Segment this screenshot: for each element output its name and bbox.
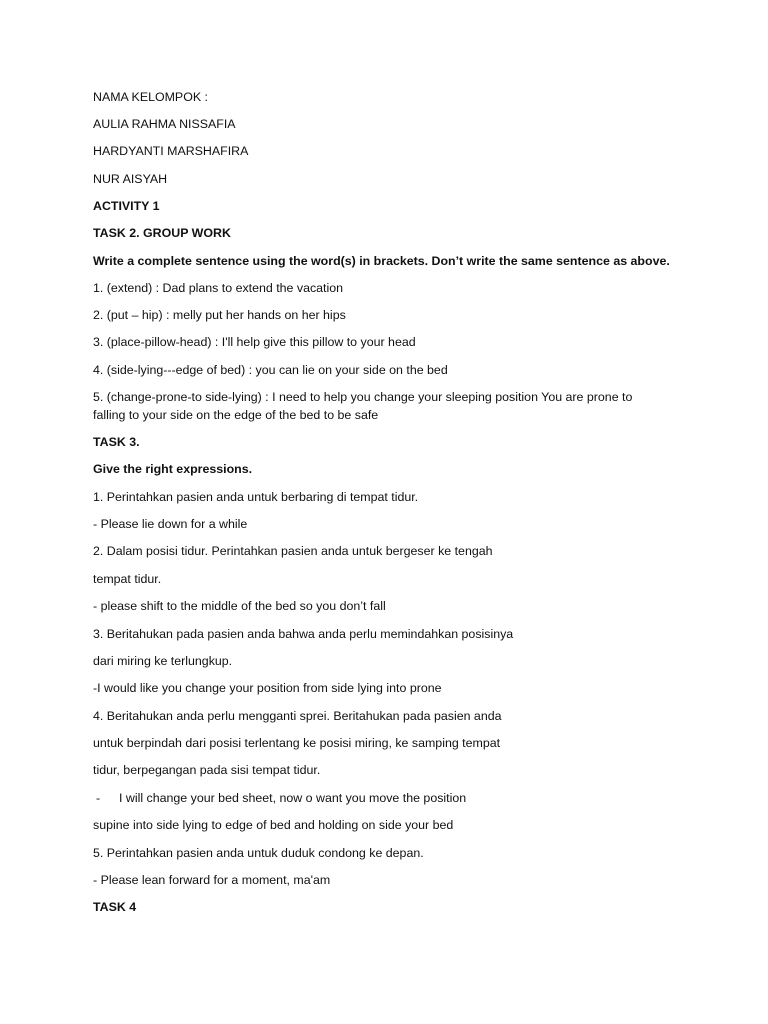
task3-answer-4-continued: supine into side lying to edge of bed and holding on side your bed bbox=[93, 818, 454, 832]
task4-title: TASK 4 bbox=[93, 900, 137, 914]
task2-item-1: 1. (extend) : Dad plans to extend the vacation bbox=[93, 281, 344, 295]
task3-instruction: Give the right expressions. bbox=[93, 462, 253, 476]
task3-answer-4-dash: - bbox=[96, 791, 101, 805]
task2-item-4: 4. (side-lying---edge of bed) : you can lie on your side on the bed bbox=[93, 363, 448, 377]
task3-question-4-end: tidur, berpegangan pada sisi tempat tidur. bbox=[93, 763, 321, 777]
task3-question-5: 5. Perintahkan pasien anda untuk duduk condong ke depan. bbox=[93, 846, 424, 860]
task3-question-4-continued: untuk berpindah dari posisi terlentang ke posisi miring, ke samping tempat bbox=[93, 736, 501, 750]
activity-title: ACTIVITY 1 bbox=[93, 199, 160, 213]
task3-answer-4: I will change your bed sheet, now o want you move the position bbox=[119, 791, 467, 805]
task2-item-5-continued: falling to your side on the edge of the bed to be safe bbox=[93, 408, 379, 422]
task3-answer-1: - Please lie down for a while bbox=[93, 517, 248, 531]
task2-item-5: 5. (change-prone-to side-lying) : I need to help you change your sleeping position You are prone to bbox=[93, 390, 633, 404]
task3-question-1: 1. Perintahkan pasien anda untuk berbaring di tempat tidur. bbox=[93, 490, 419, 504]
task3-title: TASK 3. bbox=[93, 435, 140, 449]
member-2: HARDYANTI MARSHAFIRA bbox=[93, 144, 249, 158]
task2-instruction: Write a complete sentence using the word(s) in brackets. Don’t write the same sentence as above. bbox=[93, 254, 670, 268]
task3-question-4: 4. Beritahukan anda perlu mengganti sprei. Beritahukan pada pasien anda bbox=[93, 709, 502, 723]
task2-title: TASK 2. GROUP WORK bbox=[93, 226, 231, 240]
task3-answer-2: - please shift to the middle of the bed so you don’t fall bbox=[93, 599, 386, 613]
task3-question-2: 2. Dalam posisi tidur. Perintahkan pasien anda untuk bergeser ke tengah bbox=[93, 544, 493, 558]
task3-question-3: 3. Beritahukan pada pasien anda bahwa anda perlu memindahkan posisinya bbox=[93, 627, 514, 641]
group-label: NAMA KELOMPOK : bbox=[93, 90, 208, 104]
task3-answer-5: - Please lean forward for a moment, ma'am bbox=[93, 873, 331, 887]
task3-question-2-continued: tempat tidur. bbox=[93, 572, 162, 586]
member-1: AULIA RAHMA NISSAFIA bbox=[93, 117, 236, 131]
task2-item-2: 2. (put – hip) : melly put her hands on her hips bbox=[93, 308, 346, 322]
task2-item-3: 3. (place-pillow-head) : I'll help give this pillow to your head bbox=[93, 335, 416, 349]
member-3: NUR AISYAH bbox=[93, 172, 168, 186]
task3-question-3-continued: dari miring ke terlungkup. bbox=[93, 654, 233, 668]
task3-answer-3: -I would like you change your position from side lying into prone bbox=[93, 681, 442, 695]
